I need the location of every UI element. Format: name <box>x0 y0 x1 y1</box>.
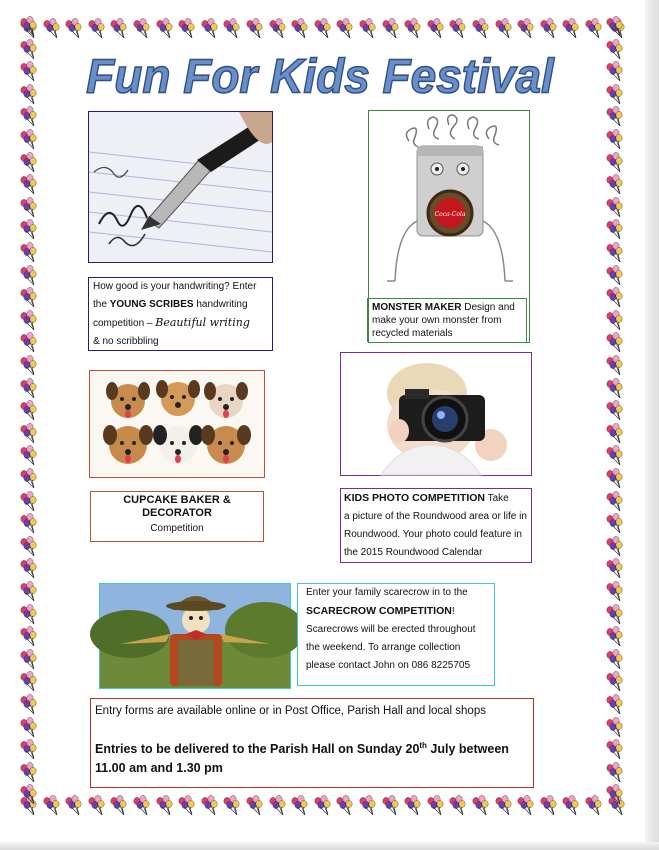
scarecrow-competition-label: SCARECROW COMPETITION <box>306 605 452 617</box>
balloon-bunch-icon <box>244 18 266 40</box>
balloon-bunch-icon <box>402 18 424 40</box>
balloon-bunch-icon <box>312 795 334 817</box>
handwriting-line-3 <box>93 314 268 333</box>
balloon-bunch-icon <box>357 795 379 817</box>
balloon-border-right <box>600 16 630 816</box>
entry-info-box <box>90 698 534 788</box>
balloon-bunch-icon <box>604 152 626 174</box>
entry-deadline-sup: th <box>419 741 427 750</box>
balloon-bunch-icon <box>604 739 626 761</box>
balloon-bunch-icon <box>63 18 85 40</box>
balloon-bunch-icon <box>604 197 626 219</box>
page-edge-shadow <box>645 0 659 850</box>
balloon-bunch-icon <box>18 129 40 151</box>
balloon-bunch-icon <box>154 18 176 40</box>
balloon-bunch-icon <box>18 491 40 513</box>
kids-photo-line-3: Roundwood. Your photo could feature in <box>344 529 522 540</box>
young-scribes-caption <box>88 277 273 351</box>
balloon-bunch-icon <box>312 18 334 40</box>
balloon-bunch-icon <box>108 18 130 40</box>
scarecrow-line-2 <box>306 602 486 621</box>
balloon-bunch-icon <box>18 558 40 580</box>
balloon-bunch-icon <box>604 558 626 580</box>
handwriting-line-1: How good is your handwriting? Enter <box>93 281 257 292</box>
balloon-bunch-icon <box>493 18 515 40</box>
handwriting-line-2 <box>93 296 268 314</box>
balloon-bunch-icon <box>604 61 626 83</box>
kids-photo-caption <box>340 488 532 563</box>
scarecrow-caption <box>297 583 495 686</box>
balloon-bunch-icon <box>604 445 626 467</box>
balloon-bunch-icon <box>18 762 40 784</box>
balloon-bunch-icon <box>560 18 582 40</box>
balloon-bunch-icon <box>538 795 560 817</box>
kids-photo-line-1 <box>344 489 528 508</box>
balloon-bunch-icon <box>18 739 40 761</box>
balloon-bunch-icon <box>18 671 40 693</box>
balloon-bunch-icon <box>604 265 626 287</box>
handwriting-line-4: & no scribbling <box>93 336 159 347</box>
balloon-bunch-icon <box>515 18 537 40</box>
balloon-bunch-icon <box>176 795 198 817</box>
balloon-bunch-icon <box>334 18 356 40</box>
balloon-bunch-icon <box>604 129 626 151</box>
balloon-bunch-icon <box>18 784 40 806</box>
balloon-bunch-icon <box>18 468 40 490</box>
balloon-bunch-icon <box>199 795 221 817</box>
scarecrow-photo <box>99 583 291 689</box>
balloon-bunch-icon <box>63 795 85 817</box>
kids-photo-competition-label: KIDS PHOTO COMPETITION <box>344 492 485 504</box>
balloon-bunch-icon <box>18 694 40 716</box>
entry-deadline-post: July between <box>426 742 509 757</box>
scarecrow-line-5: please contact John on 086 8225705 <box>306 660 471 671</box>
balloon-bunch-icon <box>604 513 626 535</box>
balloon-bunch-icon <box>604 717 626 739</box>
balloon-bunch-icon <box>402 795 424 817</box>
balloon-bunch-icon <box>176 18 198 40</box>
balloon-bunch-icon <box>470 18 492 40</box>
balloon-bunch-icon <box>604 581 626 603</box>
balloon-bunch-icon <box>108 795 130 817</box>
balloon-bunch-icon <box>244 795 266 817</box>
balloon-bunch-icon <box>604 536 626 558</box>
tin-can-monster-photo <box>369 111 529 296</box>
balloon-bunch-icon <box>604 423 626 445</box>
scarecrow-line-3: Scarecrows will be erected throughout <box>306 624 476 635</box>
balloon-bunch-icon <box>18 355 40 377</box>
balloon-bunch-icon <box>604 694 626 716</box>
balloon-bunch-icon <box>425 795 447 817</box>
balloon-bunch-icon <box>18 39 40 61</box>
balloon-bunch-icon <box>267 18 289 40</box>
balloon-bunch-icon <box>18 581 40 603</box>
balloon-bunch-icon <box>604 649 626 671</box>
balloon-bunch-icon <box>221 795 243 817</box>
balloon-bunch-icon <box>18 536 40 558</box>
monster-line-2: make your own monster from <box>372 315 502 326</box>
balloon-border-left <box>14 16 44 816</box>
child-camera-photo <box>340 352 532 476</box>
balloon-bunch-icon <box>604 106 626 128</box>
scarecrow-line-1: Enter your family scarecrow in to the <box>306 587 468 598</box>
balloon-bunch-icon <box>604 626 626 648</box>
scarecrow-line-4: the weekend. To arrange collection <box>306 642 461 653</box>
balloon-bunch-icon <box>380 795 402 817</box>
balloon-bunch-icon <box>18 717 40 739</box>
balloon-bunch-icon <box>18 219 40 241</box>
balloon-bunch-icon <box>18 61 40 83</box>
balloon-bunch-icon <box>425 18 447 40</box>
balloon-bunch-icon <box>447 18 469 40</box>
balloon-bunch-icon <box>18 152 40 174</box>
balloon-bunch-icon <box>18 16 40 38</box>
festival-title-text: Fun For Kids Festival <box>86 48 554 103</box>
balloon-bunch-icon <box>18 513 40 535</box>
balloon-bunch-icon <box>604 491 626 513</box>
balloon-bunch-icon <box>18 423 40 445</box>
scarecrow-illustration <box>100 584 290 688</box>
monster-maker-label: MONSTER MAKER <box>372 302 462 313</box>
balloon-bunch-icon <box>604 604 626 626</box>
balloon-border-bottom <box>18 793 630 819</box>
balloon-bunch-icon <box>538 18 560 40</box>
monster-maker-caption <box>367 298 527 342</box>
balloon-bunch-icon <box>221 18 243 40</box>
balloon-bunch-icon <box>18 400 40 422</box>
balloon-bunch-icon <box>604 16 626 38</box>
entry-deadline-pre: Entries to be delivered to the Parish Hall on Sunday 20 <box>95 742 420 757</box>
monster-line-1 <box>372 301 522 314</box>
balloon-bunch-icon <box>604 174 626 196</box>
balloon-bunch-icon <box>18 378 40 400</box>
monster-line-3: recycled materials <box>372 328 453 339</box>
balloon-bunch-icon <box>604 39 626 61</box>
balloon-bunch-icon <box>515 795 537 817</box>
balloon-bunch-icon <box>470 795 492 817</box>
monster-line-1-post: Design and <box>461 302 515 313</box>
child-with-camera-illustration <box>341 353 531 475</box>
balloon-bunch-icon <box>154 795 176 817</box>
balloon-bunch-icon <box>380 18 402 40</box>
balloon-bunch-icon <box>604 762 626 784</box>
balloon-bunch-icon <box>604 355 626 377</box>
kids-photo-line-2: a picture of the Roundwood area or life in <box>344 511 527 522</box>
balloon-bunch-icon <box>357 18 379 40</box>
balloon-bunch-icon <box>86 18 108 40</box>
balloon-bunch-icon <box>18 445 40 467</box>
balloon-bunch-icon <box>604 468 626 490</box>
pen-writing-photo <box>88 111 273 263</box>
entry-deadline-time: 11.00 am and 1.30 pm <box>95 761 223 776</box>
balloon-bunch-icon <box>447 795 469 817</box>
balloon-bunch-icon <box>131 795 153 817</box>
bottle-cap-label: Coca-Cola <box>434 211 466 218</box>
balloon-bunch-icon <box>289 18 311 40</box>
balloon-bunch-icon <box>267 795 289 817</box>
balloon-bunch-icon <box>131 18 153 40</box>
entry-deadline-text <box>95 736 529 778</box>
balloon-bunch-icon <box>18 84 40 106</box>
balloon-bunch-icon <box>18 242 40 264</box>
balloon-bunch-icon <box>18 265 40 287</box>
cupcake-baker-caption <box>90 491 264 542</box>
balloon-bunch-icon <box>604 378 626 400</box>
balloon-bunch-icon <box>18 310 40 332</box>
balloon-bunch-icon <box>18 174 40 196</box>
balloon-bunch-icon <box>604 784 626 806</box>
balloon-bunch-icon <box>18 287 40 309</box>
handwriting-line-2-post: handwriting <box>193 299 248 310</box>
balloon-bunch-icon <box>604 287 626 309</box>
balloon-bunch-icon <box>334 795 356 817</box>
balloon-bunch-icon <box>199 18 221 40</box>
balloon-bunch-icon <box>86 795 108 817</box>
cupcake-title-line-1: CUPCAKE BAKER & <box>123 494 231 506</box>
fountain-pen-illustration <box>89 112 272 262</box>
balloon-bunch-icon <box>560 795 582 817</box>
kids-photo-line-4: the 2015 Roundwood Calendar <box>344 547 483 558</box>
balloon-bunch-icon <box>18 604 40 626</box>
cupcake-competition-label: Competition <box>150 523 204 534</box>
balloon-bunch-icon <box>604 310 626 332</box>
handwriting-line-3-pre: competition – <box>93 318 156 329</box>
scarecrow-exclamation: ! <box>451 606 455 617</box>
balloon-bunch-icon <box>18 332 40 354</box>
kids-photo-line-1-post: Take <box>484 493 509 504</box>
cupcake-title-line-2: DECORATOR <box>142 507 212 519</box>
dog-cupcakes-illustration <box>90 371 264 477</box>
tin-can-monster-illustration <box>369 111 529 296</box>
festival-title <box>86 38 554 108</box>
balloon-bunch-icon <box>604 219 626 241</box>
handwriting-line-2-pre: the <box>93 299 110 310</box>
balloon-bunch-icon <box>18 649 40 671</box>
balloon-bunch-icon <box>18 197 40 219</box>
balloon-bunch-icon <box>18 106 40 128</box>
balloon-bunch-icon <box>604 242 626 264</box>
entry-forms-text: Entry forms are available online or in Post Office, Parish Hall and local shops <box>95 705 486 717</box>
balloon-bunch-icon <box>493 795 515 817</box>
dog-cupcakes-photo <box>89 370 265 478</box>
balloon-bunch-icon <box>289 795 311 817</box>
balloon-bunch-icon <box>604 332 626 354</box>
balloon-bunch-icon <box>604 84 626 106</box>
page-bottom-shadow <box>0 842 659 850</box>
balloon-bunch-icon <box>604 400 626 422</box>
balloon-bunch-icon <box>604 671 626 693</box>
young-scribes-label: YOUNG SCRIBES <box>109 299 194 310</box>
balloon-bunch-icon <box>18 626 40 648</box>
beautiful-writing-text: Beautiful writing <box>155 316 250 329</box>
